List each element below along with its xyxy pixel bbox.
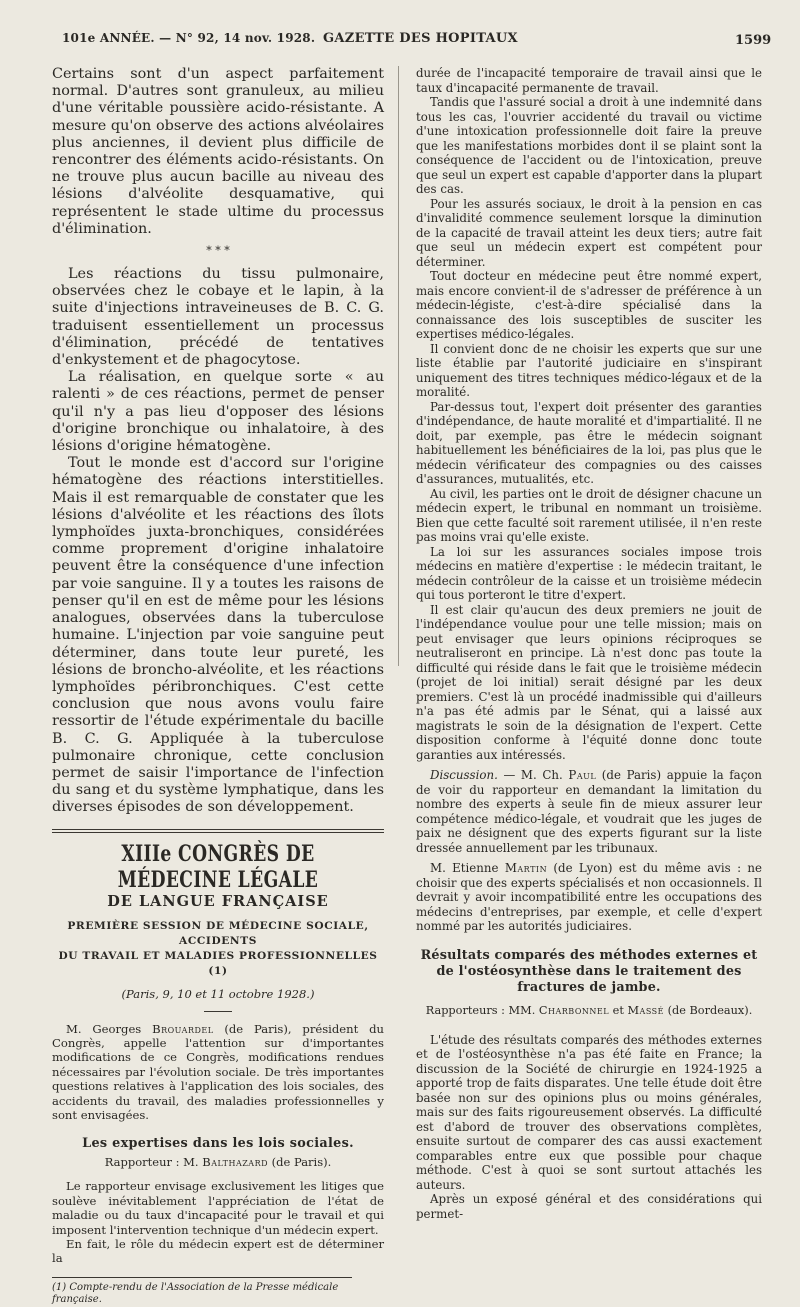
paragraph: Au civil, les parties ont le droit de désigner chacune un médecin expert, le tribunal en nommant un troisième. Bien que cette faculté soit rarement utilisée, il n'en reste pas moins vrai qu'elle existe.	[416, 486, 762, 544]
discussion-label: Discussion.	[430, 768, 498, 782]
paragraph: Certains sont d'un aspect parfaitement normal. D'autres sont granuleux, au milieu d'une véritable poussière acido-résistante. A mesure qu'on observe des actions alvéolaires plus anciennes, il devient plus difficile de rencontrer des éléments acido-résistants. On ne trouve plus aucun bacille au niveau des lésions d'alvéolite desquamative, qui représentent le stade ultime du processus d'élimination.	[52, 66, 384, 237]
text-run: (de Bordeaux).	[663, 1003, 753, 1017]
paragraph: La loi sur les assurances sociales impose trois médecins en matière d'expertise : le médecin traitant, le médecin contrôleur de la caisse et un troisième médecin qui tous porteront le titre d'expert.	[416, 544, 762, 602]
page-header	[0, 0, 800, 60]
text-run: (de Paris) appuie la façon de voir du rapporteur en demandant la limitation du nombre des experts à seule fin de mieux assurer leur compétence médico-légale, et voudrait que les juges de paix ne désignent que des experts figurant sur la liste dressée annuellement par les tribunaux.	[416, 768, 763, 855]
text-run: Rapporteur : M.	[104, 1155, 203, 1170]
paragraph: L'étude des résultats comparés des méthodes externes et de l'ostéosynthèse n'a pas été faite en France; la discussion de la Société de chirurgie en 1924-1925 a apporté trop de faits disparates. Une telle étude doit être basée non sur des opinions plus ou moins générales, mais sur des faits rigoureusement observés. La difficulté est d'abord de trouver des observations complètes, ensuite surtout de comparer des cas aussi exactement comparables entre eux que possible pour chaque méthode. C'est à quoi se sont surtout attachés les auteurs.	[416, 1032, 762, 1192]
paragraph: Il convient donc de ne choisir les experts que sur une liste établie par l'autorité judiciaire en s'inspirant uniquement des titres techniques médico-légaux et de la moralité.	[416, 341, 762, 399]
session-heading	[52, 919, 384, 979]
rapporteur-line	[52, 1155, 384, 1169]
session-line: DU TRAVAIL ET MALADIES PROFESSIONNELLES (1)	[58, 949, 378, 977]
paragraph: Il est clair qu'aucun des deux premiers ne jouit de l'indépendance voulue pour une telle mission; mais on peut envisager que leurs opinions réciproques se neutraliseront en principe. Là n'est donc pas toute la difficulté qui réside dans le fait que le troisième médecin (projet de loi initial) serait désigné par les deux premiers. C'est là un procédé inadmissible qui d'ailleurs n'a pas été admis par le Sénat, qui a laissé aux magistrats le soin de la désignation de l'expert. Cette disposition conforme à l'équité donne donc toute garanties aux intéressés.	[416, 602, 762, 762]
text-run: Rapporteurs : MM.	[425, 1003, 539, 1017]
person-name: Paul	[568, 768, 597, 782]
left-column	[52, 66, 384, 1307]
paragraph	[416, 861, 762, 934]
session-date: (Paris, 9, 10 et 11 octobre 1928.)	[121, 986, 315, 1001]
congress-title: XIIIe CONGRÈS DE MÉDECINE LÉGALE	[117, 840, 319, 893]
person-name: Martin	[504, 861, 548, 875]
person-name: Massé	[627, 1003, 664, 1017]
section-title: Les expertises dans les lois sociales.	[82, 1136, 354, 1152]
right-column	[416, 66, 762, 1221]
text-run: M. Etienne	[430, 861, 505, 875]
session-line: PREMIÈRE SESSION DE MÉDECINE SOCIALE, ACCIDENTS	[67, 919, 369, 947]
column-divider	[398, 66, 399, 666]
congress-subtitle: DE LANGUE FRANÇAISE	[107, 892, 329, 910]
paragraph: Après un exposé général et des considérations qui permet-	[416, 1192, 762, 1221]
person-name: Balthazard	[202, 1155, 269, 1170]
paragraph: La réalisation, en quelque sorte « au ralenti » de ces réactions, permet de penser qu'il n'y a pas lieu d'opposer des lésions d'origine bronchique ou inhalatoire, à des lésions d'origine hématogène.	[52, 369, 384, 455]
text-run: (de Paris), président du Congrès, appelle l'attention sur d'importantes modifications de ce Congrès, modifications rendues nécessaires par l'évolution sociale. De très importantes questions relatives à l'application des lois sociales, des accidents du travail, des maladies professionnelles y sont envisagées.	[52, 1021, 384, 1122]
person-name: Charbonnel	[538, 1003, 610, 1017]
text-run: — M. Ch.	[497, 768, 569, 782]
paragraph: Tandis que l'assuré social a droit à une indemnité dans tous les cas, l'ouvrier accidenté du travail ou victime d'une intoxication professionnelle doit faire la preuve que les manifestations morbides dont il se plaint sont la conséquence de l'accident ou de l'intoxication, preuve que seul un expert est capable d'apporter dans la plupart des cas.	[416, 95, 762, 196]
paragraph: Tout le monde est d'accord sur l'origine hématogène des réactions interstitielles. Mais il est remarquable de constater que les lésions d'alvéolite et les réactions des îlots lymphoïdes juxta-bronchiques, considérées comme proprement d'origine inhalatoire peuvent être la conséquence d'une infection par voie sanguine. Il y a toutes les raisons de penser qu'il en est de même pour les lésions analogues, observées dans la tuberculose humaine. L'injection par voie sanguine peut déterminer, dans toute leur pureté, les lésions de broncho-alvéolite, et les réactions lymphoïdes péribronchiques. C'est cette conclusion que nous avons voulu faire ressortir de l'étude expérimentale du bacille B. C. G. Appliquée à la tuberculose pulmonaire chronique, cette conclusion permet de saisir l'importance de l'infection du sang et du système lymphatique, dans les diverses épisodes de son développement.	[52, 455, 384, 816]
section-separator: * * *	[206, 244, 230, 258]
footnote: (1) Compte-rendu de l'Association de la Presse médicale française.	[52, 1281, 339, 1306]
person-name: Brouardel	[152, 1021, 214, 1036]
page-number: 1599	[735, 33, 772, 48]
paragraph	[52, 1022, 384, 1123]
paragraph: Pour les assurés sociaux, le droit à la pension en cas d'invalidité commence seulement lorsque la diminution de la capacité de travail atteint les deux tiers; autre fait que seul un médecin expert est compétent pour déterminer.	[416, 196, 762, 269]
rapporteur-line	[416, 1004, 762, 1017]
footnote-rule	[52, 1277, 352, 1278]
paragraph: Par-dessus tout, l'expert doit présenter des garanties d'indépendance, de haute moralité et d'impartialité. Il ne doit, par exemple, pas être le médecin soignant habituellement les bénéficiaires de la loi, pas plus que le médecin vérificateur des compagnies ou des caisses d'assurances, mutualités, etc.	[416, 399, 762, 486]
text-run: M. Georges	[66, 1021, 153, 1036]
paragraph: durée de l'incapacité temporaire de travail ainsi que le taux d'incapacité permanente de travail.	[416, 66, 762, 95]
section-title: Résultats comparés des méthodes externes et de l'ostéosynthèse dans le traitement des fractures de jambe.	[420, 947, 758, 995]
paragraph: Tout docteur en médecine peut être nommé expert, mais encore convient-il de s'adresser de préférence à un médecin-légiste, c'est-à-dire spécialisé dans la connaissance des lois susceptibles de susciter les expertises médico-légales.	[416, 269, 762, 341]
journal-title: GAZETTE DES HOPITAUX	[323, 31, 518, 46]
text-run: et	[609, 1003, 628, 1017]
text-run: (de Lyon) est du même avis : ne choisir que des experts spécialisés et non occasionnels. Il devrait y avoir incompatibilité entre les occupations des médecins d'entreprises, par exemple, et celle d'expert nommé par les autorités judiciaires.	[416, 861, 762, 933]
short-rule	[204, 1011, 232, 1012]
paragraph: En fait, le rôle du médecin expert est de déterminer la	[52, 1237, 384, 1266]
double-rule	[52, 829, 384, 833]
paragraph: Les réactions du tissu pulmonaire, observées chez le cobaye et le lapin, à la suite d'injections intraveineuses de B. C. G. traduisent essentiellement un processus d'élimination, précédé de tentatives d'enkystement et de phagocytose.	[52, 266, 384, 369]
paragraph: Le rapporteur envisage exclusivement les litiges que soulève inévitablement l'appréciation de l'état de maladie ou du taux d'incapacité pour le travail et qui imposent l'intervention technique d'un médecin expert.	[52, 1179, 384, 1237]
text-run: (de Paris).	[268, 1155, 332, 1170]
discussion-paragraph	[416, 768, 762, 855]
issue-info: 101e ANNÉE. — N° 92, 14 nov. 1928.	[62, 31, 316, 45]
